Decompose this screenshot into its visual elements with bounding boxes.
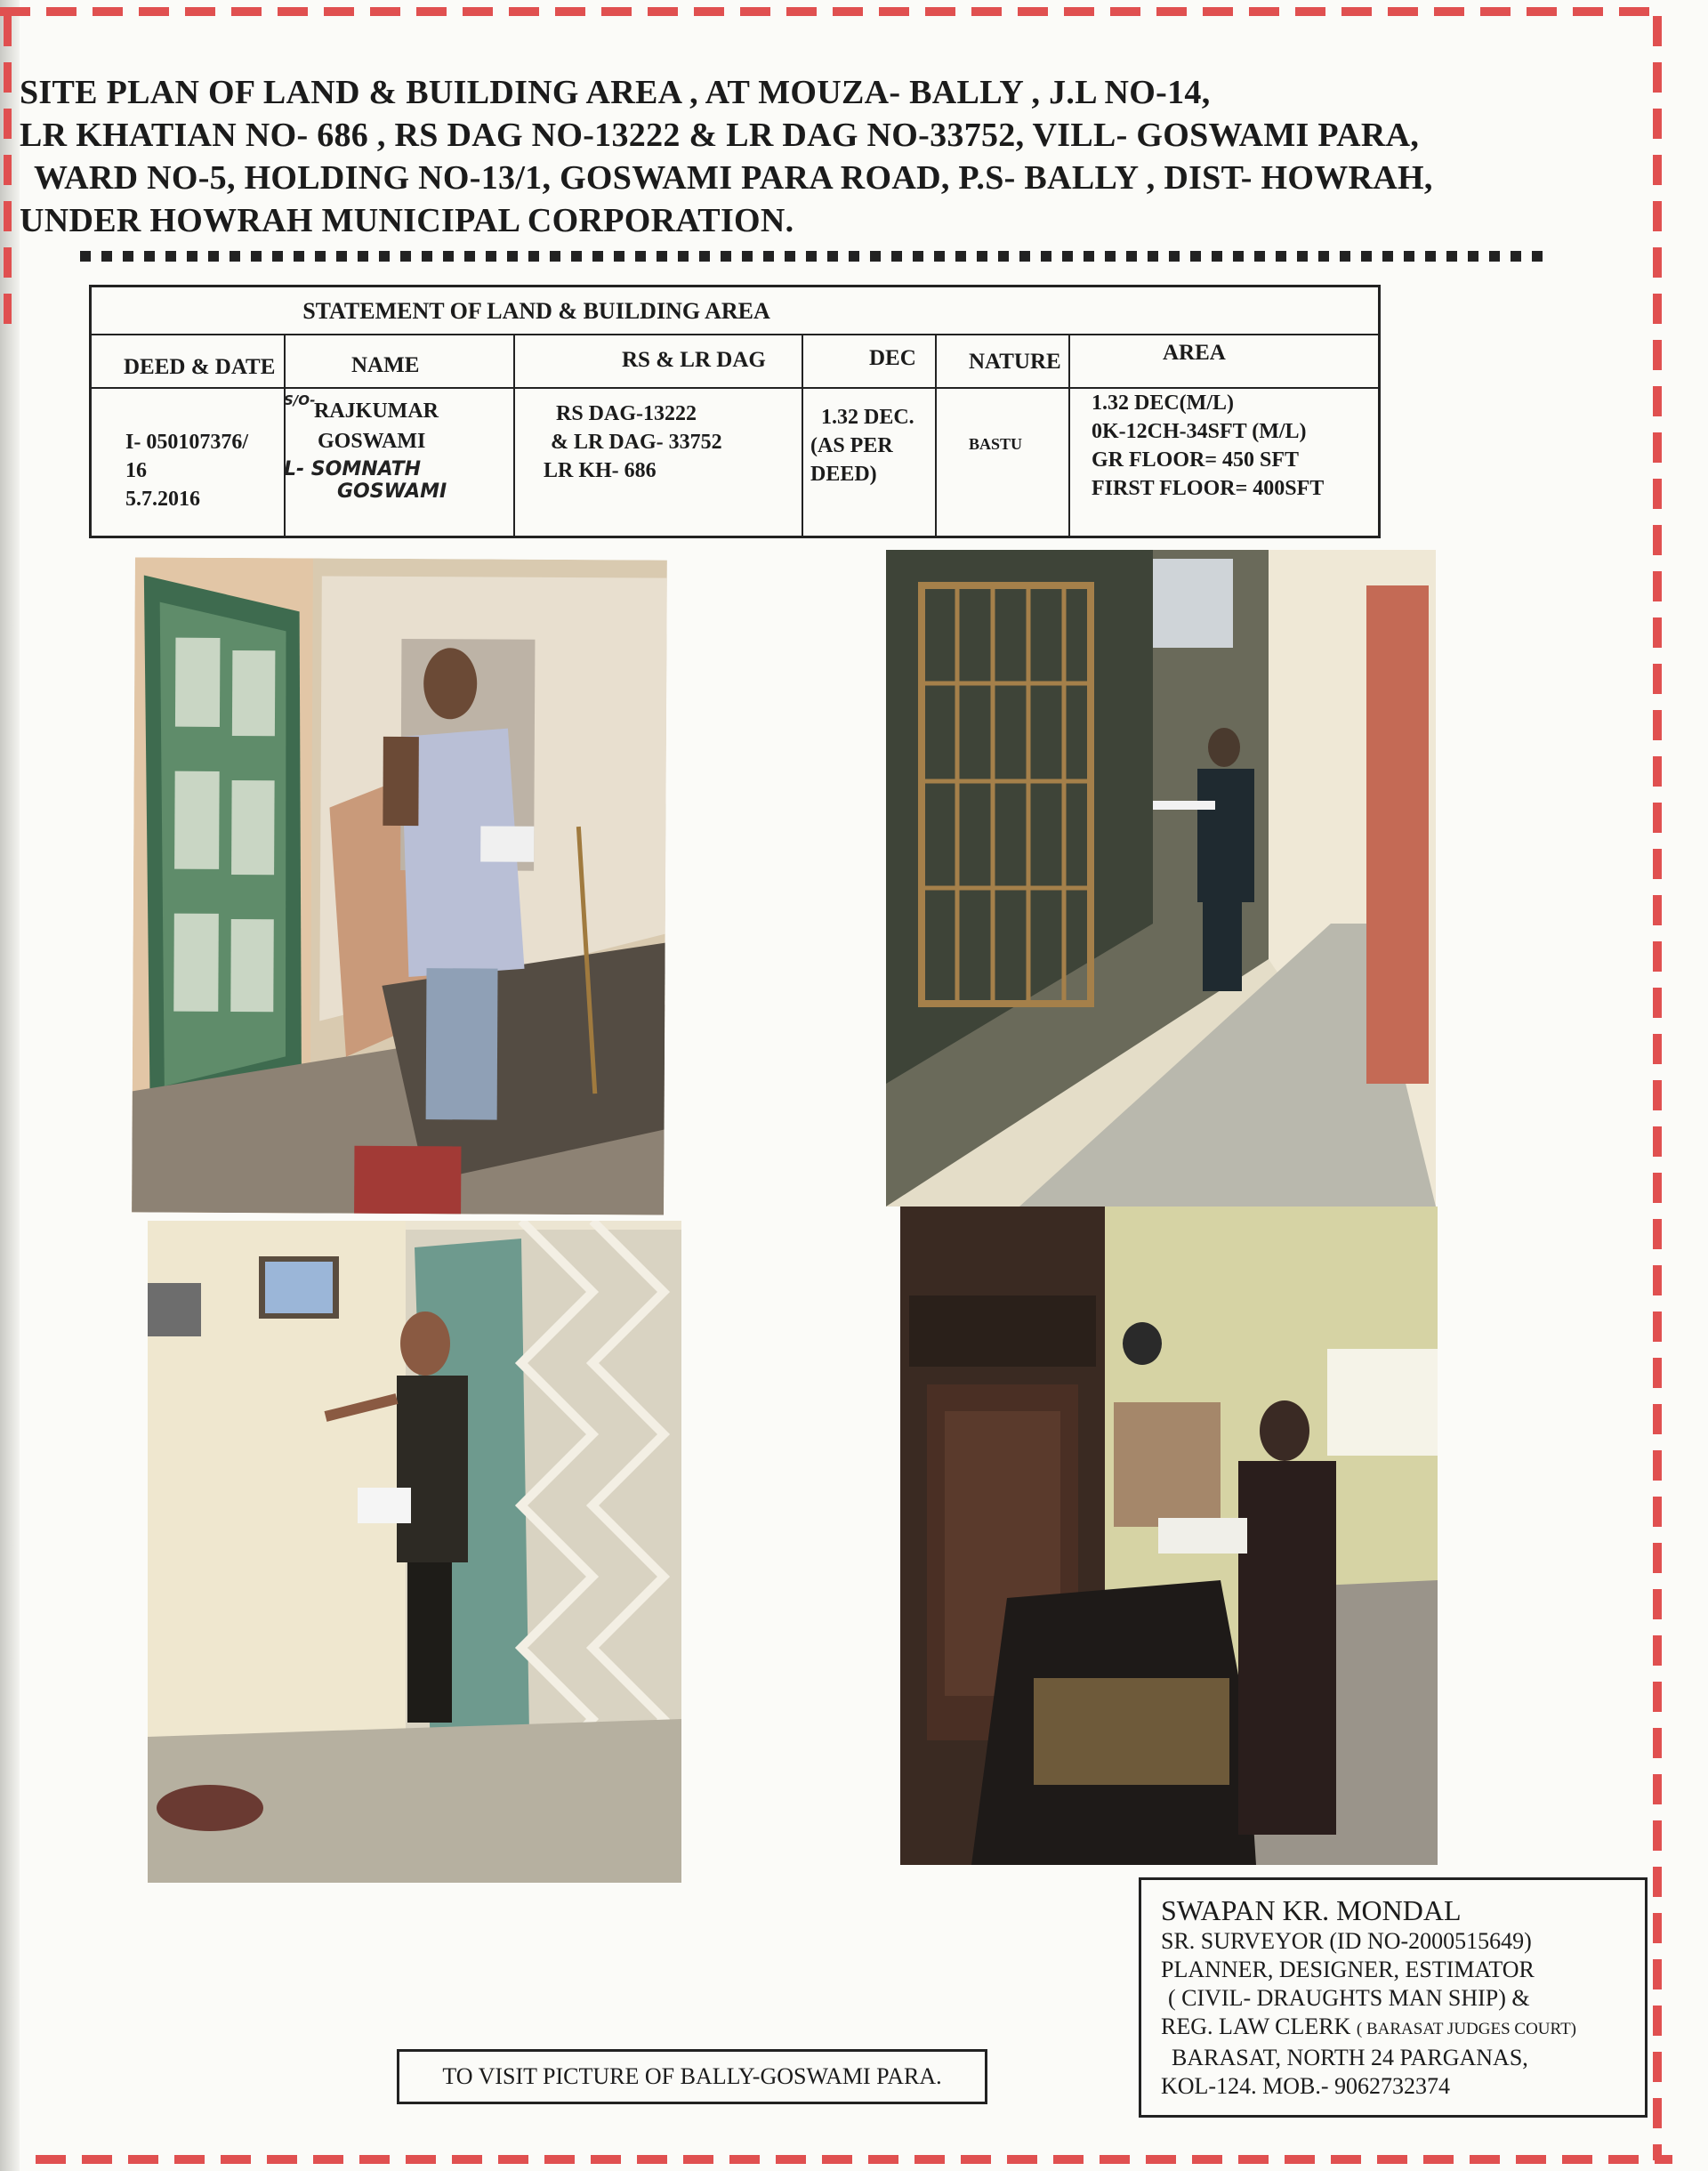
dashed-border-right: [1653, 16, 1662, 2160]
table-divider: [1068, 335, 1070, 537]
photo-image: [148, 1221, 681, 1883]
site-photo-staircase: [132, 557, 667, 1215]
statement-table: [89, 285, 1381, 538]
table-divider: [935, 335, 937, 537]
statement-title: STATEMENT OF LAND & BUILDING AREA: [302, 298, 770, 324]
title-line: SITE PLAN OF LAND & BUILDING AREA , AT MOUZA- BALLY , J.L NO-14,: [20, 74, 1211, 111]
page-title: [20, 71, 1567, 242]
header-area: AREA: [1163, 341, 1226, 365]
site-photo-room: [900, 1207, 1438, 1865]
header-deed-date: DEED & DATE: [124, 355, 276, 379]
photo-image: [886, 550, 1436, 1207]
table-divider: [802, 335, 803, 537]
dashed-border-bottom: [36, 2155, 1672, 2164]
surveyor-stamp: [1139, 1877, 1648, 2118]
title-line: LR KHATIAN NO- 686 , RS DAG NO-13222 & LR DAG NO-33752, VILL- GOSWAMI PARA,: [20, 117, 1420, 154]
site-photo-entrance: [148, 1221, 681, 1883]
header-dec: DEC: [869, 346, 916, 370]
surveyor-roles: PLANNER, DESIGNER, ESTIMATOR: [1161, 1957, 1535, 1982]
cell-dec: 1.32 DEC. (AS PER DEED): [810, 406, 914, 486]
site-photo-alley: [886, 550, 1436, 1207]
surveyor-contact: KOL-124. MOB.- 9062732374: [1161, 2073, 1450, 2099]
surveyor-clerk: REG. LAW CLERK ( BARASAT JUDGES COURT): [1161, 2014, 1576, 2039]
dotted-separator: [80, 251, 1548, 262]
header-nature: NATURE: [969, 350, 1061, 374]
handwritten-father-name: L- SOMNATH GOSWAMI: [284, 458, 447, 503]
surveyor-address: BARASAT, NORTH 24 PARGANAS,: [1172, 2045, 1528, 2070]
cell-dag: RS DAG-13222 & LR DAG- 33752 LR KH- 686: [544, 402, 722, 482]
handwritten-prefix: S/O-: [284, 392, 316, 408]
header-rs-lr-dag: RS & LR DAG: [622, 348, 766, 372]
cell-deed: I- 050107376/ 16 5.7.2016: [125, 431, 248, 511]
surveyor-specialty: ( CIVIL- DRAUGHTS MAN SHIP) &: [1168, 1985, 1530, 2011]
cell-area: 1.32 DEC(M/L) 0K-12CH-34SFT (M/L) GR FLOOR= 450 SFT FIRST FLOOR= 400SFT: [1092, 391, 1325, 500]
table-divider: [513, 335, 515, 537]
photo-caption: TO VISIT PICTURE OF BALLY-GOSWAMI PARA.: [397, 2049, 987, 2104]
surveyor-title: SR. SURVEYOR (ID NO-2000515649): [1161, 1928, 1532, 1954]
cell-name: RAJKUMAR GOSWAMI: [314, 399, 439, 453]
title-line: UNDER HOWRAH MUNICIPAL CORPORATION.: [20, 202, 794, 239]
table-divider: [284, 335, 286, 537]
photo-image: [132, 557, 667, 1215]
dashed-border-left: [4, 16, 12, 336]
cell-nature: BASTU: [969, 435, 1023, 453]
surveyor-name: SWAPAN KR. MONDAL: [1161, 1894, 1462, 1926]
photo-image: [900, 1207, 1438, 1865]
dashed-border-top: [0, 7, 1662, 16]
header-name: NAME: [351, 353, 420, 377]
title-line: WARD NO-5, HOLDING NO-13/1, GOSWAMI PARA ROAD, P.S- BALLY , DIST- HOWRAH,: [34, 159, 1433, 197]
